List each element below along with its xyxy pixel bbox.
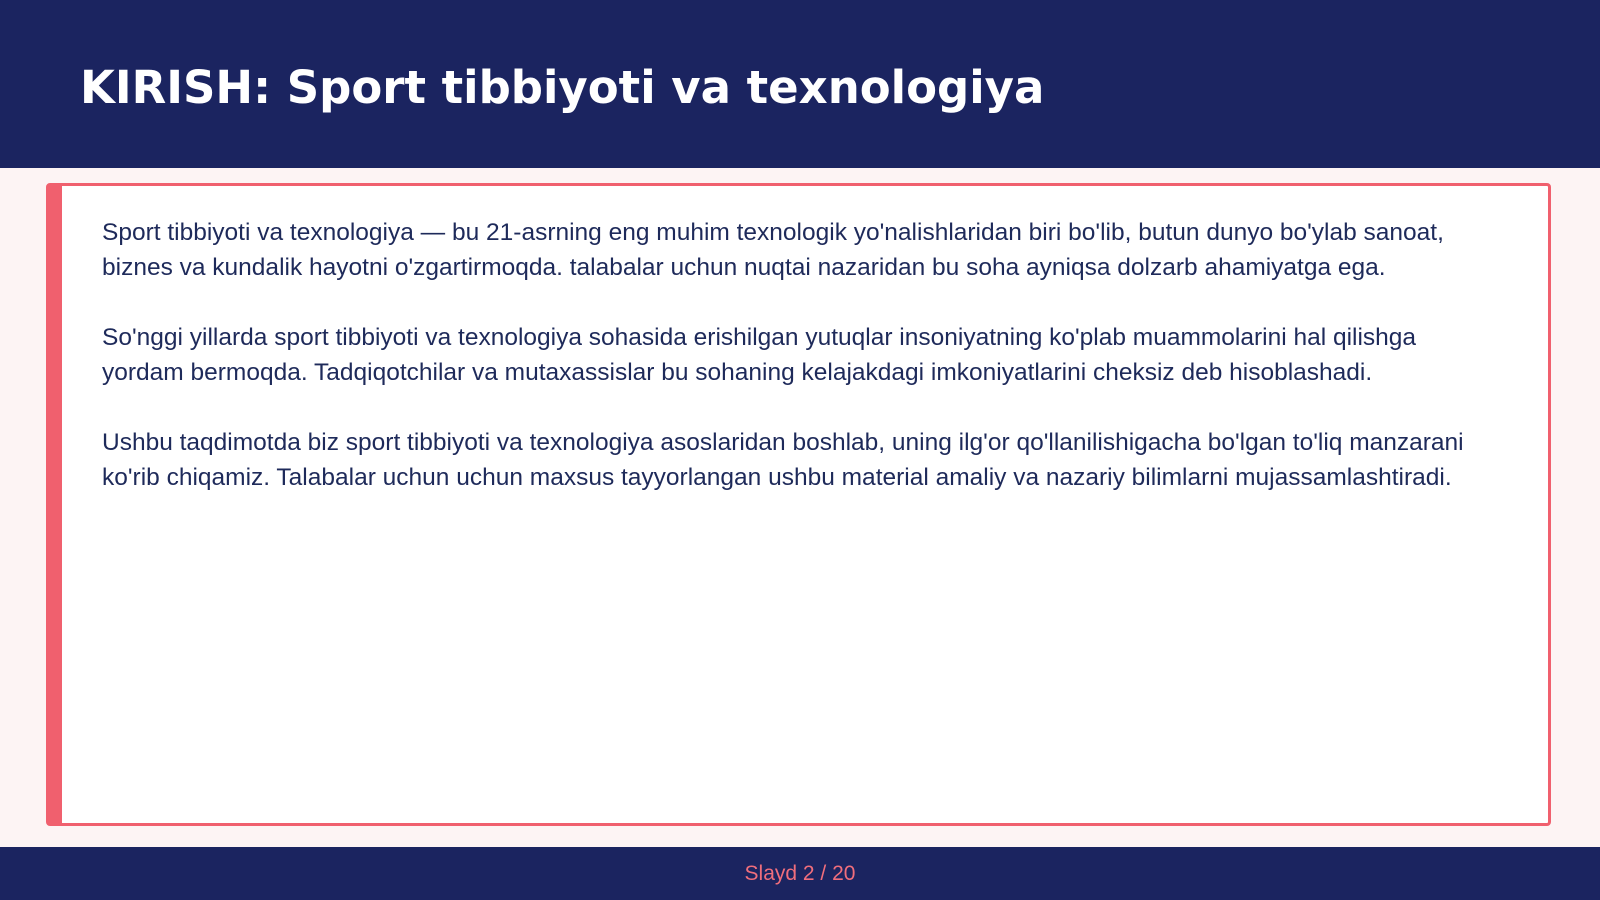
paragraph-1: Sport tibbiyoti va texnologiya — bu 21-asrning eng muhim texnologik yo'nalishlaridan biri bo'lib, butun dunyo bo'ylab sanoat, biznes va kundalik hayotni o'zgartirmoqda. talabalar uchun nuqtai nazaridan bu soha ayniqsa dolzarb ahamiyatga ega. bbox=[102, 219, 1444, 281]
slide-title: KIRISH: Sport tibbiyoti va texnologiya bbox=[80, 61, 1045, 114]
slide-footer bbox=[0, 847, 1600, 900]
paragraph-2: So'nggi yillarda sport tibbiyoti va texnologiya sohasida erishilgan yutuqlar insoniyatning ko'plab muammolarini hal qilishga yordam bermoqda. Tadqiqotchilar va mutaxassislar bu sohaning kelajakdagi imkoniyatlarini cheksiz deb hisoblashadi. bbox=[102, 324, 1417, 386]
content-body bbox=[102, 215, 1502, 530]
slide-header bbox=[0, 0, 1600, 168]
paragraph-3: Ushbu taqdimotda biz sport tibbiyoti va texnologiya asoslaridan boshlab, uning ilg'or qo'llanilishigacha bo'lgan to'liq manzarani ko'rib chiqamiz. Talabalar uchun uchun maxsus tayyorlangan ushbu material amaliy va nazariy bilimlarni mujassamlashtiradi. bbox=[102, 429, 1464, 491]
content-card bbox=[46, 183, 1551, 826]
slide-counter: Slayd 2 / 20 bbox=[744, 862, 856, 885]
